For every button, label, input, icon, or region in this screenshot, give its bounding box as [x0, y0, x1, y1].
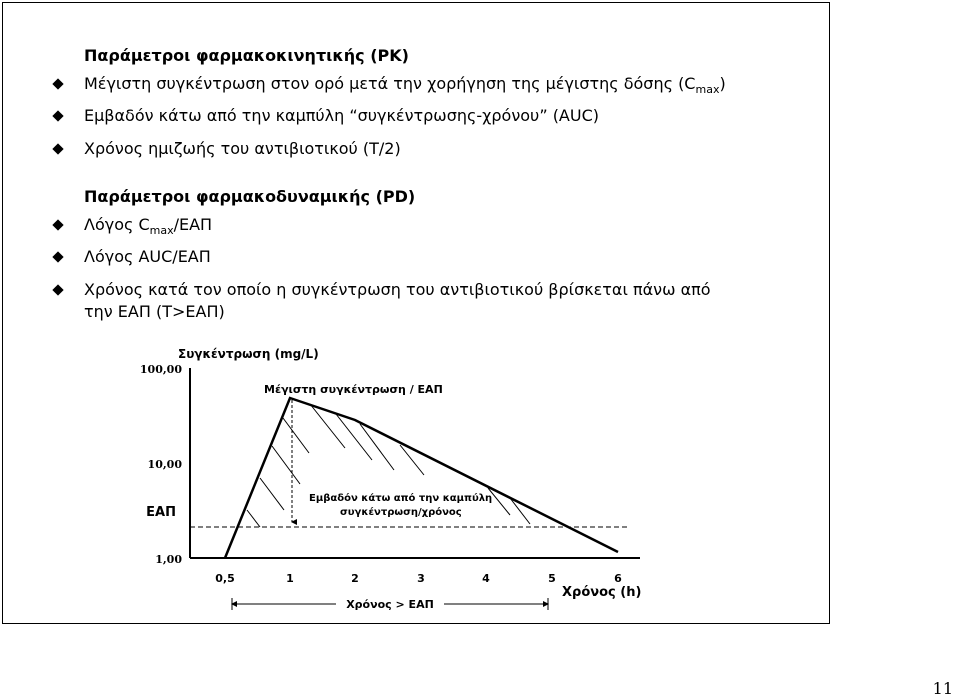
pk-item-auc: Εμβαδόν κάτω από την καμπύλη “συγκέντρωσης-χρόνου” (AUC): [84, 106, 599, 125]
x-tick-label: 5: [548, 572, 556, 585]
threshold-label: ΕΑΠ: [146, 505, 176, 520]
x-axis-title: Χρόνος (h): [562, 585, 642, 600]
y-tick-label: 100,00: [139, 363, 182, 376]
pk-item-cmax-close: ): [719, 74, 726, 93]
pd-item-time-above-line2: την ΕΑΠ (T>ΕΑΠ): [84, 302, 225, 321]
pk-heading: Παράμετροι φαρμακοκινητικής (PK): [84, 46, 409, 65]
pd-item-cmax-ratio-post: /ΕΑΠ: [173, 215, 213, 234]
area-label-line2: συγκέντρωση/χρόνος: [340, 507, 462, 518]
page-number: 11: [932, 679, 953, 698]
pk-item-cmax-sub: max: [695, 83, 720, 96]
x-tick-label: 3: [417, 572, 425, 585]
x-tick-label: 6: [614, 572, 622, 585]
pd-item-cmax-ratio-sub: max: [149, 224, 174, 237]
y-tick-label: 10,00: [147, 458, 182, 471]
pd-item-auc-ratio: Λόγος AUC/ΕΑΠ: [84, 247, 211, 266]
pd-item-time-above-line1: Χρόνος κατά τον οποίο η συγκέντρωση του αντιβιοτικού βρίσκεται πάνω από: [84, 280, 711, 299]
pd-item-cmax-ratio-text: Λόγος C: [84, 215, 150, 234]
peak-label: Μέγιστη συγκέντρωση / ΕΑΠ: [264, 383, 443, 396]
time-above-label: Χρόνος > ΕΑΠ: [346, 598, 434, 611]
x-tick-label: 4: [482, 572, 490, 585]
x-tick-label: 1: [286, 572, 294, 585]
pk-item-cmax-text: Μέγιστη συγκέντρωση στον ορό μετά την χορήγηση της μέγιστης δόσης (C: [84, 74, 696, 93]
pk-item-halflife: Χρόνος ημιζωής του αντιβιοτικού (T/2): [84, 139, 401, 158]
concentration-curve: [225, 398, 618, 558]
area-label-line1: Εμβαδόν κάτω από την καμπύλη: [309, 493, 493, 504]
y-tick-label: 1,00: [155, 553, 182, 566]
y-axis-title: Συγκέντρωση (mg/L): [178, 347, 319, 361]
pd-heading: Παράμετροι φαρμακοδυναμικής (PD): [84, 187, 416, 206]
x-tick-label: 0,5: [215, 572, 235, 585]
x-tick-label: 2: [351, 572, 359, 585]
